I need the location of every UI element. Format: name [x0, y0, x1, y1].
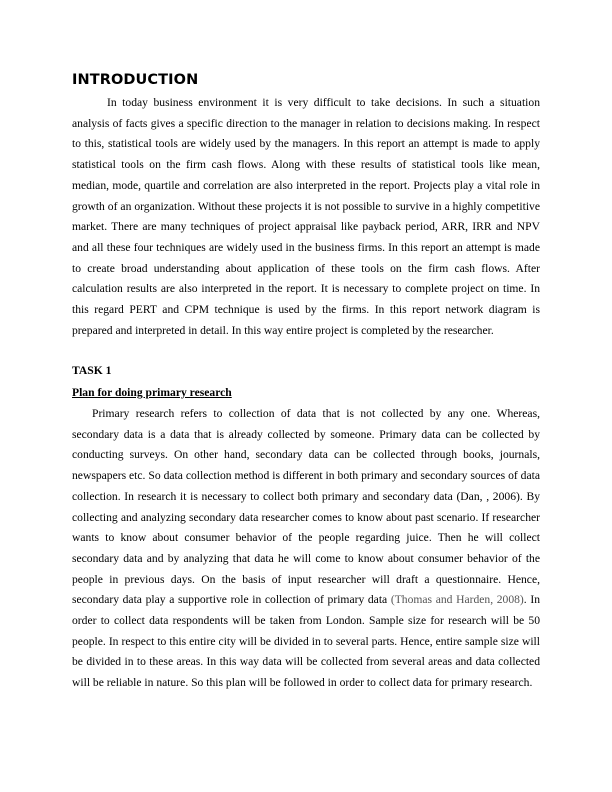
primary-research-paragraph — [72, 404, 540, 694]
primary-research-text-part-1: Primary research refers to collection of data that is not collected by any one. Whereas, secondary data is a data that is already collected by someone. Primary data can be collected by conducting surveys. On other hand, secondary data can be collected through books, journals, newspapers etc. So data collection method is different in both primary and secondary sources of data collection. In research it is necessary to collect both primary and secondary data (Dan, , 2006). By collecting and analyzing secondary data researcher comes to know about past scenario. If researcher wants to know about consumer behavior of the people regarding juice. Then he will collect secondary data and by analyzing that data he will come to know about consumer behavior of the people in previous days. On the basis of input researcher will draft a questionnaire. Hence, secondary data play a supportive role in collection of primary data — [72, 407, 540, 607]
primary-research-text-part-2: . In order to collect data respondents will be taken from London. Sample size for research will be 50 people. In respect to this entire city will be divided in to several parts. Hence, entire sample size will be divided in to these areas. In this way data will be collected from several areas and data collected will be reliable in nature. So this plan will be followed in order to collect data for primary research. — [72, 593, 540, 690]
task-1-heading: TASK 1 — [72, 364, 112, 377]
introduction-heading: INTRODUCTION — [72, 72, 199, 88]
introduction-paragraph: In today business environment it is very difficult to take decisions. In such a situation analysis of facts gives a specific direction to the manager in relation to decisions making. In respect to this, statistical tools are widely used by the managers. In this report an attempt is made to apply statistical tools on the firm cash flows. Along with these results of statistical tools like mean, median, mode, quartile and correlation are also interpreted in the report. Projects play a vital role in growth of an organization. Without these projects it is not possible to survive in a highly competitive market. There are many techniques of project appraisal like payback period, ARR, IRR and NPV and all these four techniques are widely used in the business firms. In this report an attempt is made to create broad understanding about application of these tools on the firm cash flows. After calculation results are also interpreted in the report. It is necessary to complete project on time. In this regard PERT and CPM technique is used by the firms. In this report network diagram is prepared and interpreted in detail. In this way entire project is completed by the researcher. — [72, 96, 540, 337]
citation-thomas-harden: (Thomas and Harden, 2008) — [390, 593, 524, 607]
primary-research-plan-subheading: Plan for doing primary research — [72, 386, 232, 399]
